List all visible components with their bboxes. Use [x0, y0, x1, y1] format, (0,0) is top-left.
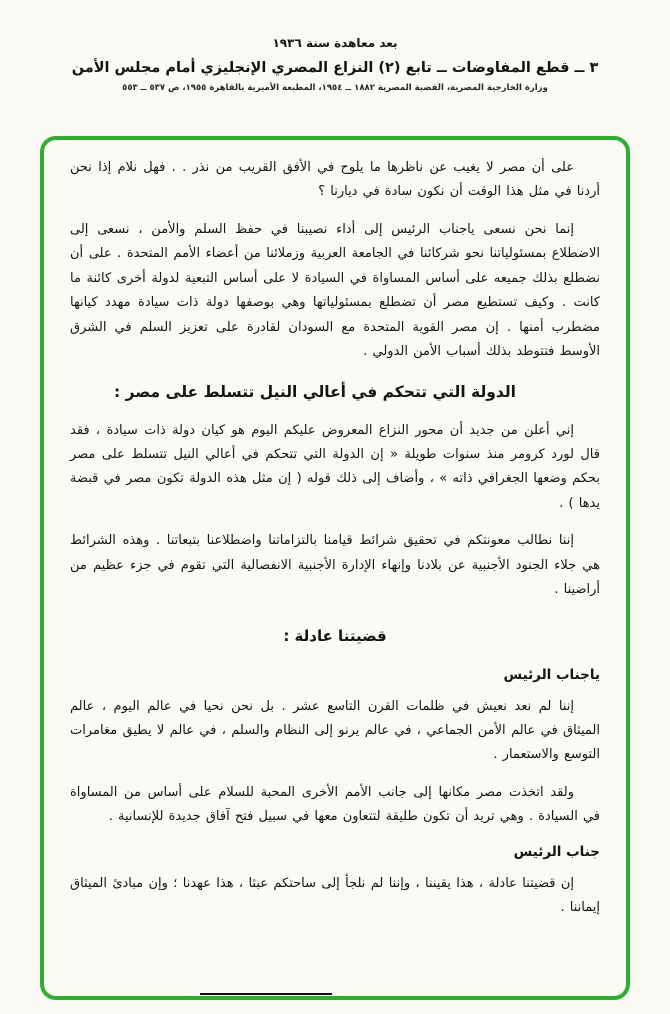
paragraph-2: إنما نحن نسعى ياجناب الرئيس إلى أداء نصيبنا في حفظ السلم والأمن ، نسعى إلى الاضطلاع بمسئولياتنا نحو شركائنا في الجامعة العربية وزملائنا من أعضاء الأمم المتحدة . على أن نضطلع بذلك جميعه على أساس المساواة في السيادة لا على أساس التبعية لدولة أخرى كائنة ما كانت . وكيف تستطيع مصر أن تضطلع بمسئولياتها وهي بوصفها دولة ذات سيادة مهدد كيانها مضطرب أمنها . إن مصر القوية المتحدة مع السودان لقادرة على تعزيز السلم في الشرق الأوسط فتتوطد بذلك أسباب الأمن الدولي . [70, 221, 600, 360]
paragraph-3: إني أعلن من جديد أن محور النزاع المعروض عليكم اليوم هو كيان دولة ذات سيادة ، فقد قال لورد كرومر منذ سنوات طويلة « إن الدولة التي تتحكم في أعالي النيل تتسلط على مصر بحكم وضعها الجغرافي ذاته » ، وأضاف إلى ذلك قوله ( إن مثل هذه الدولة تكون مصر في قبضة يدها ) . [70, 422, 600, 511]
footer-rule [200, 993, 332, 995]
paragraph-7: إن قضيتنا عادلة ، هذا يقيننا ، وإننا لم نلجأ إلى ساحتكم عبثا ، هذا عهدنا ؛ وإن مبادئ الميثاق إيماننا . [70, 875, 600, 916]
header-superscript: بعد معاهدة سنة ١٩٣٦ [272, 36, 398, 50]
document-title: ٣ ــ قطع المفاوضات ــ تابع (٢) النزاع المصري الإنجليزي أمام مجلس الأمن [71, 60, 599, 76]
section-heading-nile: الدولة التي تتحكم في أعالي النيل تتسلط على مصر : [114, 382, 516, 401]
section-heading-just-cause: قضيتنا عادلة : [283, 626, 387, 645]
salutation-president-2: جناب الرئيس [513, 843, 600, 860]
paragraph-6: ولقد اتخذت مصر مكانها إلى جانب الأمم الأخرى المحبة للسلام على أساس من المساواة في السيادة . وهي تريد أن تكون طليقة لتتعاون معها في سبيل فتح آفاق جديدة للإنسانية . [70, 784, 600, 825]
content-frame [40, 136, 630, 1000]
salutation-president-1: ياجناب الرئيس [503, 666, 600, 683]
paragraph-4: إننا نطالب معونتكم في تحقيق شرائط قيامنا بالتزاماتنا واضطلاعنا بتبعاتنا . وهذه الشرائط هي جلاء الجنود الأجنبية عن بلادنا وإنهاء الإدارة الأجنبية الانفصالية التي تقوم في جزء عظيم من أراضينا . [70, 533, 600, 598]
page-header [0, 0, 670, 93]
paragraph-1: على أن مصر لا يغيب عن ناظرها ما يلوح في الأفق القريب من نذر . . فهل نلام إذا نحن أردنا في مثل هذا الوقت أن نكون سادة في ديارنا ؟ [70, 160, 600, 200]
paragraph-5: إننا لم نعد نعيش في ظلمات القرن التاسع عشر . بل نحن نحيا في عالم اليوم ، عالم الميثاق في عالم الأمن الجماعي ، في عالم يرنو إلى النظام والسلم ، في عالم لا يطيق مغامرات التوسع والاستعمار . [70, 698, 600, 763]
source-citation: وزارة الخارجية المصرية، القضية المصرية ١٨٨٢ ــ ١٩٥٤، المطبعة الأميرية بالقاهرة ١٩٥٥، ص ٥٣٧ ــ ٥٥٣ [122, 83, 548, 93]
